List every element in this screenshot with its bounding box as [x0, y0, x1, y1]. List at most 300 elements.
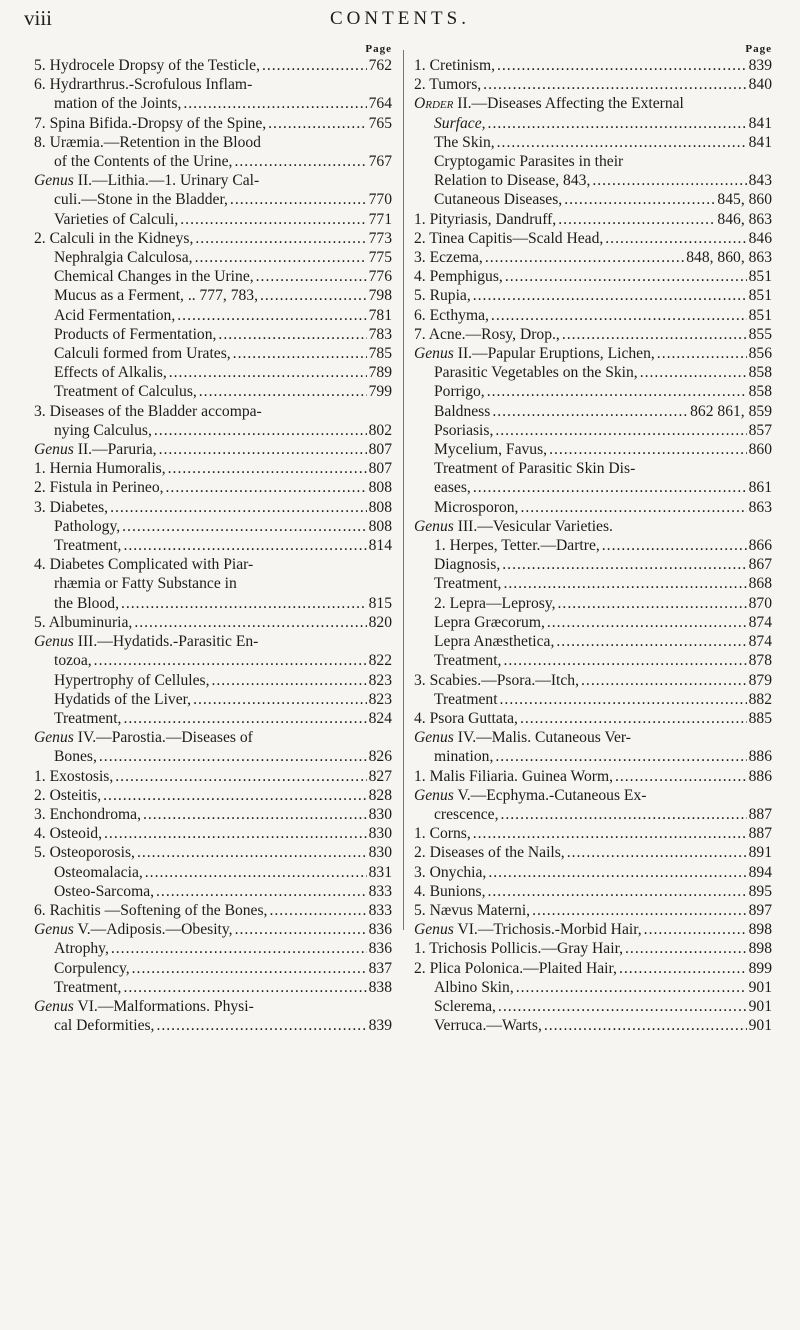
leader-dots [211, 671, 366, 690]
entry-text: Lepra Anæsthetica, [434, 633, 555, 651]
entry-text: mation of the Joints, [54, 95, 182, 113]
entry-label [434, 190, 562, 209]
entry-label [54, 1016, 154, 1035]
page-ref: 802 [368, 421, 392, 439]
entry-text: Mucus as a Ferment, .. 777, 783, [54, 287, 258, 305]
leader-dots [168, 459, 367, 478]
entry-label [34, 805, 141, 824]
page-ref: 898 [748, 940, 772, 958]
page-ref: 895 [748, 882, 772, 900]
entry-label [434, 594, 556, 613]
toc-line [34, 133, 392, 152]
entry-text: Cryptogamic Parasites in their [434, 153, 624, 171]
entry-text: Treatment of Calculus, [54, 383, 197, 401]
toc-entry [34, 114, 392, 133]
leader-dots [487, 882, 746, 901]
leader-dots [121, 594, 367, 613]
toc-entry [34, 671, 392, 690]
leader-dots [564, 190, 715, 209]
leader-dots [199, 382, 367, 401]
leader-dots [602, 536, 747, 555]
entry-label [434, 997, 496, 1016]
toc-line [34, 555, 392, 574]
entry-text: Atrophy, [54, 940, 109, 958]
leader-dots [195, 248, 367, 267]
entry-label [34, 459, 166, 478]
page-ref: 857 [748, 421, 772, 439]
toc-line [414, 786, 772, 805]
entry-label [414, 843, 565, 862]
leader-dots [503, 651, 746, 670]
entry-label [34, 134, 261, 151]
toc-entry [34, 267, 392, 286]
leader-dots [260, 286, 367, 305]
entry-label [54, 594, 119, 613]
page-ref: 874 [748, 613, 772, 631]
entry-label [414, 882, 485, 901]
entry-label [414, 75, 481, 94]
entry-label [414, 325, 560, 344]
toc-entry [414, 843, 772, 862]
entry-label [414, 729, 631, 746]
page-column-label: Page [365, 43, 392, 55]
entry-text: Diagnosis, [434, 556, 501, 574]
entry-text: Baldness [434, 402, 491, 420]
entry-text: 6. Hydrarthrus.-Scrofulous Inflam- [34, 76, 253, 94]
entry-label [434, 478, 471, 497]
entry-text: Chemical Changes in the Urine, [54, 268, 254, 286]
entry-label [414, 56, 495, 75]
page-ref: 830 [368, 805, 392, 823]
toc-entry [414, 344, 772, 363]
page-ref: 846 [748, 229, 772, 247]
leader-dots [488, 863, 746, 882]
entry-label [434, 382, 485, 401]
page-ref: 855 [748, 325, 772, 343]
page-ref: 862 861, 859 [690, 402, 772, 420]
page-ref: 851 [748, 287, 772, 305]
toc-line [414, 459, 772, 478]
page-ref: 836 [368, 940, 392, 958]
toc-entry [414, 402, 772, 421]
toc-entry [34, 805, 392, 824]
entry-text: 4. Bunions, [414, 882, 486, 900]
entry-text: Osteomalacia, [54, 863, 143, 881]
page-ref: 827 [368, 767, 392, 785]
entry-label [54, 651, 92, 670]
leader-dots [134, 613, 366, 632]
leader-dots [132, 959, 367, 978]
entry-text: 2. Tinea Capitis—Scald Head, [414, 229, 604, 247]
toc-entry [414, 114, 772, 133]
entry-label [434, 690, 498, 709]
leader-dots [99, 747, 367, 766]
entry-text: Lepra Græcorum, [434, 613, 545, 631]
entry-text: mination, [434, 748, 494, 766]
entry-label [54, 959, 130, 978]
entry-label [34, 556, 253, 573]
leader-dots [644, 920, 747, 939]
leader-dots [497, 133, 747, 152]
page-ref: 830 [368, 825, 392, 843]
page-ref: 822 [368, 652, 392, 670]
page-ref: 765 [368, 114, 392, 132]
entry-label [34, 998, 254, 1015]
entry-label [54, 363, 167, 382]
entry-label [434, 555, 500, 574]
genus-label: Genus [414, 921, 454, 939]
toc-entry [414, 959, 772, 978]
entry-text: 1. Exostosis, [34, 767, 114, 785]
entry-text: 1. Herpes, Tetter.—Dartre, [434, 537, 600, 555]
entry-text: 6. Rachitis —Softening of the Bones, [34, 901, 268, 919]
page-ref: 845, 860 [717, 191, 772, 209]
toc-entry [414, 709, 772, 728]
toc-line [414, 94, 772, 113]
entry-text: tozoa, [54, 652, 92, 670]
page-ref: 863 [748, 498, 772, 516]
toc-entry [414, 671, 772, 690]
entry-label [54, 863, 143, 882]
leader-dots [567, 843, 747, 862]
leader-dots [640, 363, 747, 382]
entry-text: II.—Lithia.—1. Urinary Cal- [73, 172, 260, 190]
entry-label [54, 190, 228, 209]
entry-text: Varieties of Calculi, [54, 210, 179, 228]
page-ref: 899 [748, 959, 772, 977]
toc-line [414, 517, 772, 536]
entry-text: VI.—Malformations. Physi- [73, 997, 254, 1015]
toc-entry [414, 440, 772, 459]
page-ref: 808 [368, 517, 392, 535]
page-ref: 824 [368, 709, 392, 727]
genus-label: Genus [34, 633, 74, 651]
toc-entry [34, 594, 392, 613]
toc-line [414, 152, 772, 171]
page-ref: 820 [368, 613, 392, 631]
toc-line [34, 997, 392, 1016]
leader-dots [111, 939, 367, 958]
leader-dots [169, 363, 367, 382]
entry-text: 7. Spina Bifida.-Dropsy of the Spine, [34, 114, 267, 132]
leader-dots [104, 824, 367, 843]
entry-label [34, 843, 135, 862]
toc-line [34, 632, 392, 651]
entry-text: VI.—Trichosis.-Morbid Hair, [453, 921, 642, 939]
entry-text: Calculi formed from Urates, [54, 345, 231, 363]
entry-label [54, 152, 232, 171]
page-ref: 840 [748, 76, 772, 94]
page-ref: 901 [748, 1017, 772, 1035]
entry-label [414, 767, 613, 786]
entry-text: Acid Fermentation, [54, 306, 176, 324]
entry-text: Corpulency, [54, 959, 130, 977]
entry-text: Pathology, [54, 517, 121, 535]
entry-text: Treatment, [434, 652, 502, 670]
leader-dots [581, 671, 747, 690]
page-ref: 773 [368, 229, 392, 247]
page-ref: 823 [368, 690, 392, 708]
page-column-label: Page [745, 43, 772, 55]
leader-dots [473, 286, 747, 305]
entry-text: II.—Diseases Affecting the External [453, 95, 684, 113]
entry-label [34, 729, 253, 746]
page-ref: 901 [748, 978, 772, 996]
leader-dots [166, 478, 367, 497]
entry-text: 1. Pityriasis, Dandruff, [414, 210, 557, 228]
entry-text: Psoriasis, [434, 421, 494, 439]
page-ref: 839 [368, 1017, 392, 1035]
toc-entry [414, 363, 772, 382]
entry-text: culi.—Stone in the Bladder, [54, 191, 228, 209]
entry-label [34, 498, 108, 517]
toc-entry [34, 690, 392, 709]
page-ref: 848, 860, 863 [686, 249, 772, 267]
toc-entry [414, 690, 772, 709]
toc-entry [34, 536, 392, 555]
toc-entry [414, 498, 772, 517]
entry-text: Treatment, [54, 537, 122, 555]
toc-entry [34, 306, 392, 325]
entry-label [54, 978, 121, 997]
page-ref: 861 [748, 479, 772, 497]
entry-label [434, 632, 554, 651]
toc-entry [414, 805, 772, 824]
genus-label: Genus [34, 172, 74, 190]
entry-text: Parasitic Vegetables on the Skin, [434, 364, 638, 382]
page-ref: 885 [748, 709, 772, 727]
leader-dots [269, 901, 366, 920]
leader-dots [154, 421, 367, 440]
toc-entry [414, 824, 772, 843]
entry-text: 4. Psora Guttata, [414, 709, 518, 727]
leader-dots [592, 171, 746, 190]
entry-text: 1. Corns, [414, 825, 471, 843]
page-ref: 828 [368, 786, 392, 804]
toc-entry [34, 229, 392, 248]
page-ref: 891 [748, 844, 772, 862]
entry-label [434, 498, 518, 517]
entry-label [434, 978, 514, 997]
leader-dots [605, 229, 746, 248]
toc-entry [34, 382, 392, 401]
entry-text: Surface, [434, 114, 486, 132]
toc-entry [34, 459, 392, 478]
entry-label [414, 901, 530, 920]
leader-dots [500, 805, 746, 824]
entry-label [54, 939, 109, 958]
page-ref: 785 [368, 345, 392, 363]
entry-label [414, 920, 642, 939]
page-ref: 823 [368, 671, 392, 689]
entry-label [414, 959, 617, 978]
page-ref: 826 [368, 748, 392, 766]
entry-text: 4. Pemphigus, [414, 268, 503, 286]
genus-label: Genus [34, 997, 74, 1015]
toc-entry [34, 1016, 392, 1035]
leader-dots [615, 767, 747, 786]
entry-text: nying Calculus, [54, 421, 152, 439]
leader-dots [619, 959, 747, 978]
entry-text: IV.—Parostia.—Diseases of [73, 729, 253, 747]
leader-dots [123, 978, 366, 997]
entry-text: 4. Osteoid, [34, 825, 103, 843]
page-ref: 851 [748, 268, 772, 286]
leader-dots [497, 56, 747, 75]
leader-dots [110, 498, 367, 517]
toc-entry [414, 632, 772, 651]
toc-entry [414, 133, 772, 152]
toc-entry [414, 478, 772, 497]
entry-text: Effects of Alkalis, [54, 364, 167, 382]
entry-text: II.—Paruria, [73, 441, 157, 459]
toc-entry [34, 478, 392, 497]
entry-label [54, 94, 181, 113]
entry-text: Albino Skin, [434, 978, 514, 996]
entry-text: 5. Rupia, [414, 287, 471, 305]
entry-text: 5. Osteoporosis, [34, 844, 135, 862]
page-ref: 783 [368, 325, 392, 343]
entry-label [54, 267, 254, 286]
entry-text: 2. Osteitis, [34, 786, 102, 804]
entry-label [434, 651, 501, 670]
toc-entry [34, 152, 392, 171]
entry-text: Hypertrophy of Cellules, [54, 671, 210, 689]
leader-dots [505, 267, 747, 286]
leader-dots [516, 978, 747, 997]
toc-entry [34, 959, 392, 978]
toc-entry [414, 594, 772, 613]
toc-line [34, 402, 392, 421]
contents-column-left [34, 42, 392, 1035]
genus-label: Genus [34, 729, 74, 747]
entry-text: of the Contents of the Urine, [54, 153, 233, 171]
toc-entry [414, 210, 772, 229]
entry-label [34, 613, 132, 632]
entry-text: Bones, [54, 748, 97, 766]
entry-text: 1. Cretinism, [414, 57, 495, 74]
toc-entry [414, 882, 772, 901]
leader-dots [520, 709, 747, 728]
toc-entry [414, 306, 772, 325]
entry-text: Treatment [434, 690, 498, 708]
genus-label: Genus [414, 729, 454, 747]
toc-entry [34, 651, 392, 670]
entry-text: Relation to Disease, 843, [434, 172, 591, 190]
toc-entry [34, 56, 392, 75]
toc-entry [34, 978, 392, 997]
leader-dots [487, 382, 747, 401]
page-ref: 886 [748, 748, 772, 766]
entry-label [34, 920, 233, 939]
toc-entry [414, 901, 772, 920]
leader-dots [218, 325, 366, 344]
toc-entry [414, 190, 772, 209]
entry-text: 1. Hernia Humoralis, [34, 460, 166, 478]
order-label: Order [414, 95, 454, 113]
entry-label [34, 767, 113, 786]
entry-text: 3. Diabetes, [34, 498, 109, 516]
entry-label [434, 574, 501, 593]
page-ref: 860 [748, 441, 772, 459]
page-ref: 879 [748, 671, 772, 689]
page-ref: 843 [748, 172, 772, 190]
entry-label [414, 671, 579, 690]
toc-entry [414, 651, 772, 670]
entry-text: Osteo-Sarcoma, [54, 882, 155, 900]
page-ref: 897 [748, 901, 772, 919]
entry-text: Microsporon, [434, 498, 519, 516]
toc-entry [414, 978, 772, 997]
toc-entry [414, 555, 772, 574]
entry-text: Porrigo, [434, 383, 485, 401]
entry-text: Treatment, [54, 978, 122, 996]
page-ref: 833 [368, 882, 392, 900]
entry-label [34, 229, 193, 248]
leader-dots [94, 651, 367, 670]
toc-entry [414, 325, 772, 344]
genus-label: Genus [414, 786, 454, 804]
entry-text: 2. Lepra—Leprosy, [434, 594, 556, 612]
page-ref: 762 [368, 57, 392, 74]
leader-dots [532, 901, 747, 920]
entry-label [54, 882, 154, 901]
page-ref: 771 [368, 210, 392, 228]
entry-label [34, 901, 267, 920]
entry-text: Sclerema, [434, 997, 496, 1015]
toc-entry [34, 767, 392, 786]
toc-entry [414, 920, 772, 939]
entry-text: 3. Scabies.—Psora.—Itch, [414, 671, 580, 689]
leader-dots [492, 402, 688, 421]
page-ref: 856 [748, 345, 772, 363]
entry-text: 5. Nævus Materni, [414, 901, 531, 919]
toc-entry [414, 75, 772, 94]
leader-dots [256, 267, 367, 286]
entry-text: 2. Calculi in the Kidneys, [34, 229, 194, 247]
toc-entry [414, 747, 772, 766]
toc-entry [34, 939, 392, 958]
toc-entry [414, 574, 772, 593]
leader-dots [473, 478, 747, 497]
toc-entry [34, 863, 392, 882]
leader-dots [498, 997, 747, 1016]
genus-label: Genus [34, 441, 74, 459]
leader-dots [268, 114, 366, 133]
toc-line [34, 75, 392, 94]
leader-dots [230, 190, 367, 209]
page-ref: 886 [748, 767, 772, 785]
entry-label [54, 344, 231, 363]
entry-label [54, 248, 193, 267]
leader-dots [625, 939, 747, 958]
page-ref: 815 [368, 594, 392, 612]
entry-label [54, 517, 120, 536]
page-ref: 799 [368, 383, 392, 401]
leader-dots [156, 1016, 366, 1035]
entry-text: Treatment, [54, 709, 122, 727]
leader-dots [549, 440, 747, 459]
toc-line [34, 728, 392, 747]
page-ref: 846, 863 [717, 210, 772, 228]
entry-label [434, 114, 486, 133]
genus-label: Genus [414, 345, 454, 363]
page-ref: 898 [748, 921, 772, 939]
entry-text: 3. Diseases of the Bladder accompa- [34, 402, 262, 420]
page-ref: 836 [368, 921, 392, 939]
toc-entry [34, 517, 392, 536]
page-ref: 851 [748, 306, 772, 324]
